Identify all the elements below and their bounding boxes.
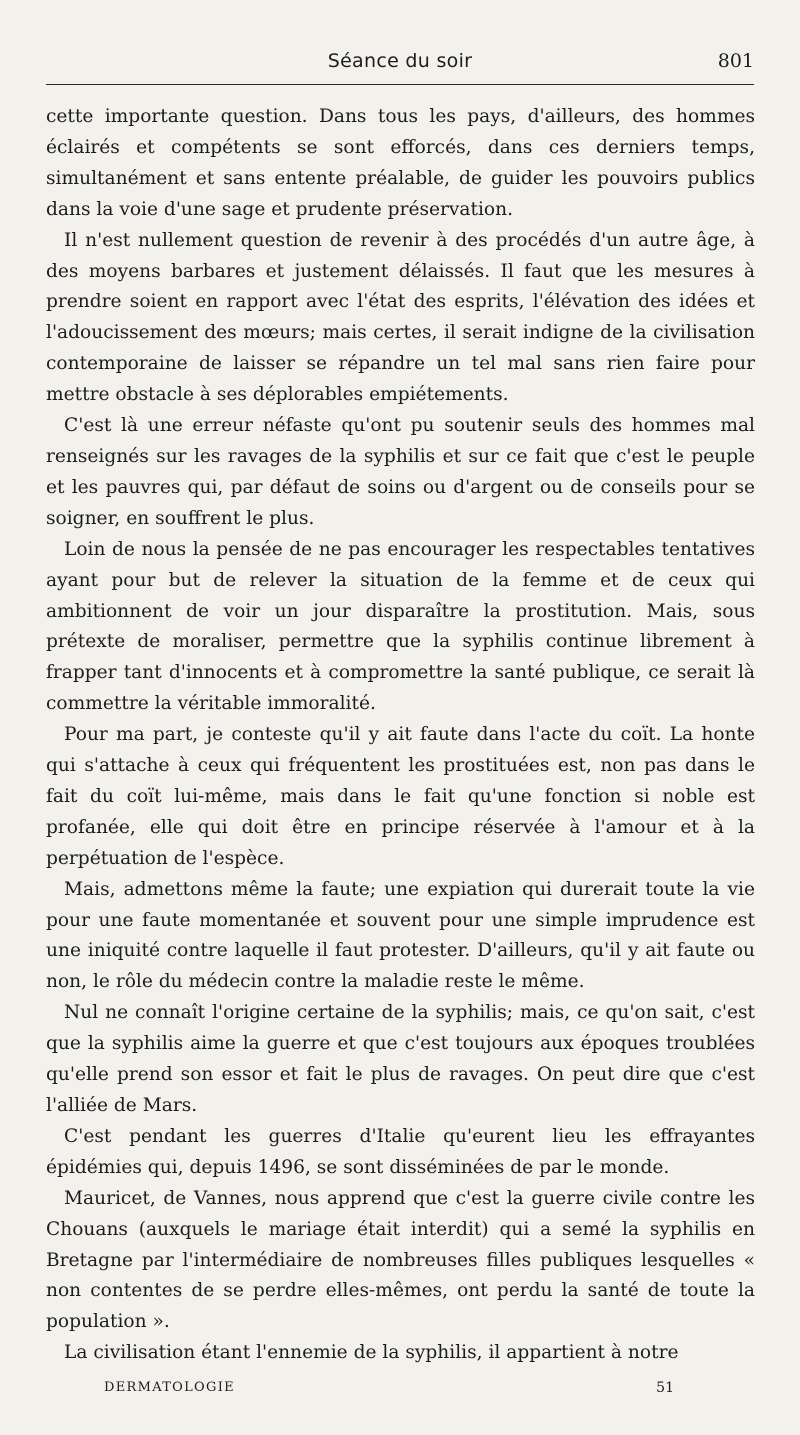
printer-signature: DERMATOLOGIE xyxy=(104,1380,235,1395)
paragraph: Pour ma part, je conteste qu'il y ait faute dans l'acte du coït. La honte qui s'attache à ceux qui fréquentent les prostituées est, non pas dans le fait du coït lui-même, mais dans le fait qu'une fonction si noble est profanée, elle qui doit être en principe réservée à l'amour et à la perpétuation de l'espèce. xyxy=(46,724,755,869)
body-text xyxy=(46,102,755,1369)
paragraph: Mais, admettons même la faute; une expiation qui durerait toute la vie pour une faute momentanée et souvent pour une simple imprudence est une iniquité contre laquelle il faut protester. D'ailleurs, qu'il y ait faute ou non, le rôle du médecin contre la maladie reste le même. xyxy=(46,878,755,993)
paragraph: Loin de nous la pensée de ne pas encourager les respectables tentatives ayant pour but de relever la situation de la femme et de ceux qui ambitionnent de voir un jour disparaître la prostitution. Mais, sous prétexte de moraliser, permettre que la syphilis continue librement à frapper tant d'innocents et à compromettre la santé publique, ce serait là commettre la véritable immoralité. xyxy=(46,538,755,715)
page-header xyxy=(46,44,754,85)
paragraph: La civilisation étant l'ennemie de la syphilis, il appartient à notre xyxy=(64,1342,679,1364)
paragraph: Mauricet, de Vannes, nous apprend que c'est la guerre civile contre les Chouans (auxquels le mariage était interdit) qui a semé la syphilis en Bretagne par l'intermédiaire de nombreuses filles publiques lesquelles « non contentes de se perdre elles-mêmes, ont perdu la santé de toute la population ». xyxy=(46,1187,755,1333)
paragraph: cette importante question. Dans tous les pays, d'ailleurs, des hommes éclairés et compétents se sont efforcés, dans ces derniers temps, simultanément et sans entente préalable, de guider les pouvoirs publics dans la voie d'une sage et prudente préservation. xyxy=(46,106,755,220)
sheet-number: 51 xyxy=(656,1380,674,1396)
page-number: 801 xyxy=(717,50,754,72)
paragraph: Il n'est nullement question de revenir à des procédés d'un autre âge, à des moyens barbares et justement délaissés. Il faut que les mesures à prendre soient en rapport avec l'état des esprits, l'élévation des idées et l'adoucissement des mœurs; mais certes, il serait indigne de la civilisation contemporaine de laisser se répandre un tel mal sans rien faire pour mettre obstacle à ses déplorables empiétements. xyxy=(46,229,755,406)
paragraph: C'est là une erreur néfaste qu'ont pu soutenir seuls des hommes mal renseignés sur les ravages de la syphilis et sur ce fait que c'est le peuple et les pauvres qui, par défaut de soins ou d'argent ou de conseils pour se soigner, en souffrent le plus. xyxy=(46,415,755,529)
paragraph: Nul ne connaît l'origine certaine de la syphilis; mais, ce qu'on sait, c'est que la syphilis aime la guerre et que c'est toujours aux époques troublées qu'elle prend son essor et fait le plus de ravages. On peut dire que c'est l'alliée de Mars. xyxy=(46,1002,755,1116)
running-title: Séance du soir xyxy=(327,50,473,72)
paragraph: C'est pendant les guerres d'Italie qu'eurent lieu les effrayantes épidémies qui, depuis 1496, se sont disséminées de par le monde. xyxy=(46,1125,755,1178)
page-footer xyxy=(104,1380,674,1404)
